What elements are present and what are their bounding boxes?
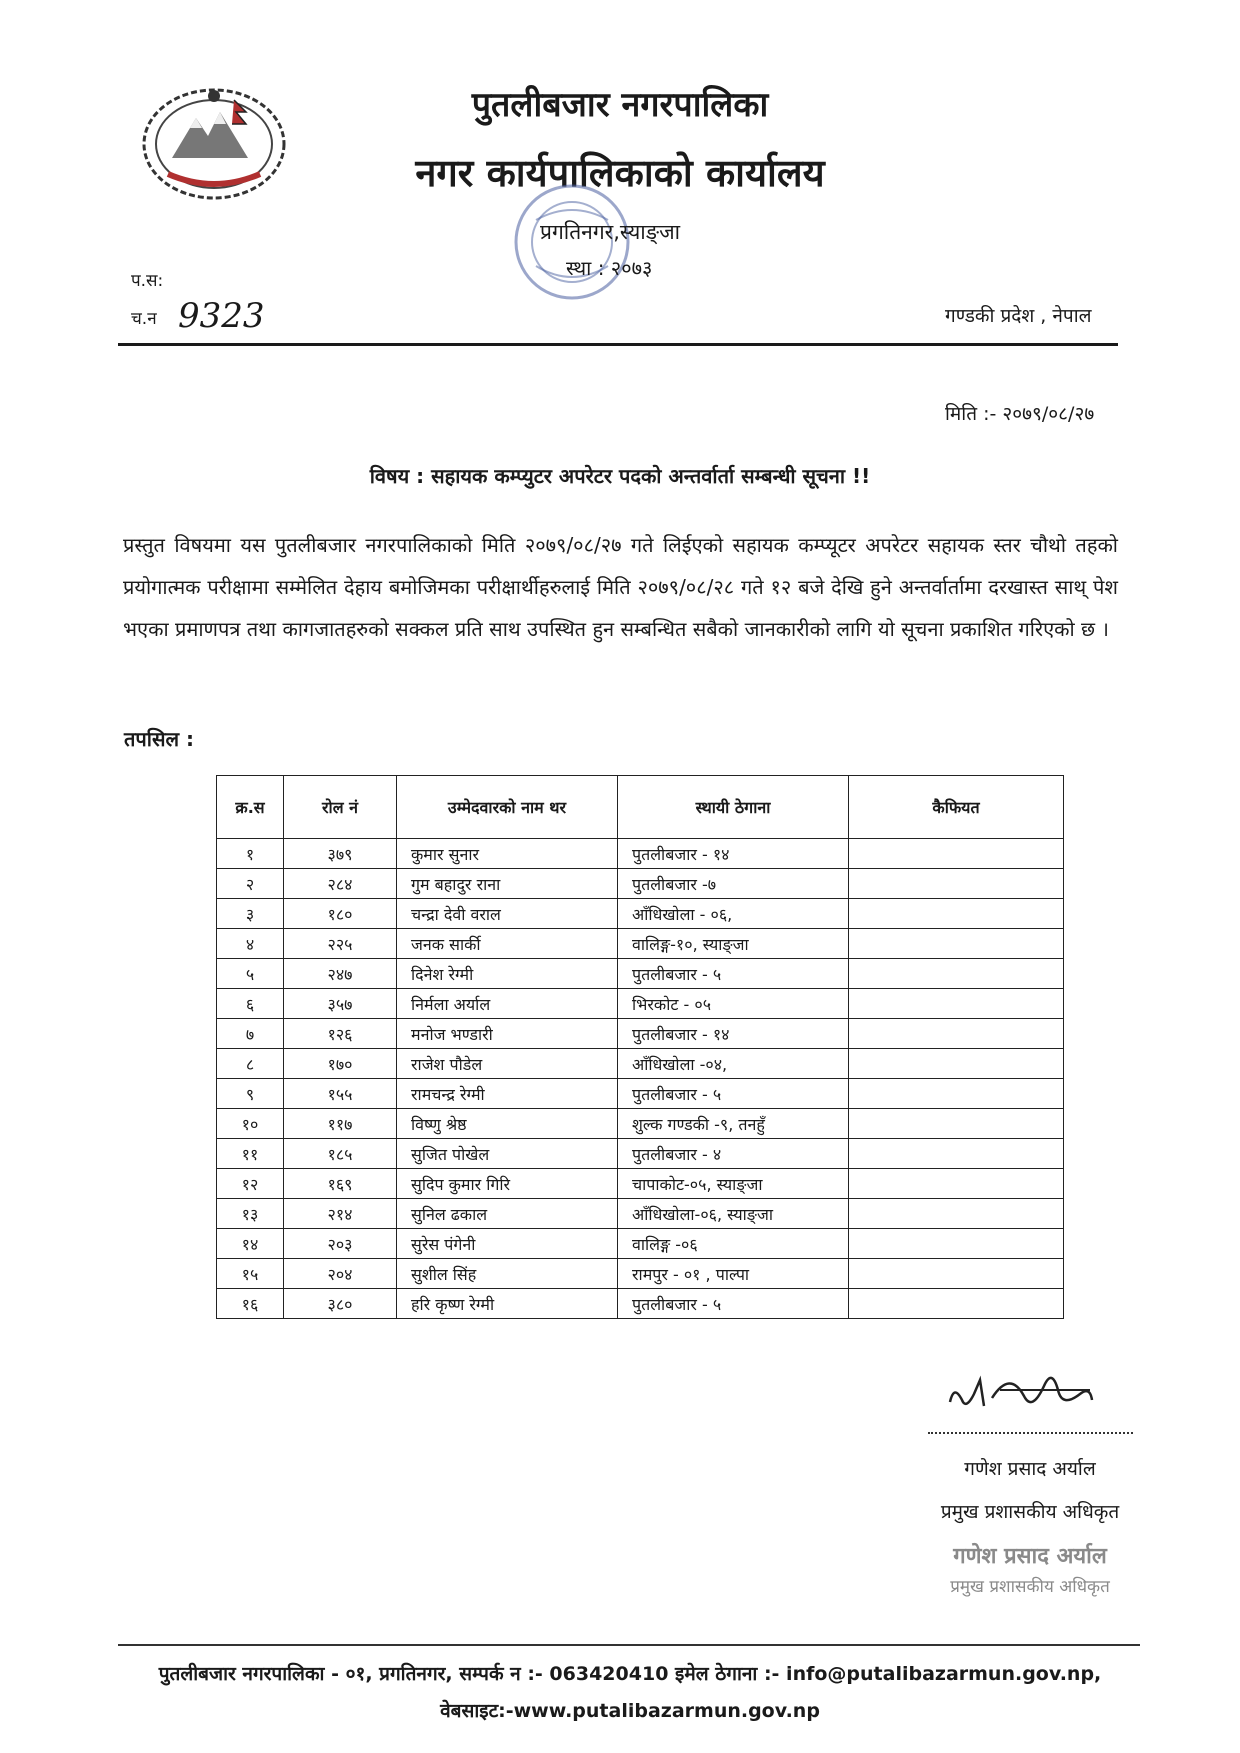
remarks-cell — [849, 959, 1064, 989]
remarks-cell — [849, 1049, 1064, 1079]
table-row — [217, 1229, 1064, 1259]
serial-cell: ६ — [217, 989, 284, 1019]
footer-website: वेबसाइट:-www.putalibazarmun.gov.np — [440, 1700, 820, 1722]
roll-cell: २४७ — [284, 959, 397, 989]
letter-body: प्रस्तुत विषयमा यस पुतलीबजार नगरपालिकाको मिति २०७९/०८/२७ गते लिईएको सहायक कम्प्यूटर अपरेटर सहायक स्तर चौथो तहको प्रयोगात्मक परीक्षामा सम्मेलित देहाय बमोजिमका परीक्षार्थीहरुलाई मिति २०७९/०८/२८ गते १२ बजे देखि हुने अन्तर्वार्तामा दरखास्त साथ् पेश भएका प्रमाणपत्र तथा कागजातहरुको सक्कल प्रति साथ उपस्थित हुन सम्बन्धित सबैको जानकारीको लागि यो सूचना प्रकाशित गरिएको छ । — [123, 533, 1118, 641]
remarks-cell — [849, 869, 1064, 899]
roll-cell: २८४ — [284, 869, 397, 899]
column-header: क्र.स — [217, 776, 284, 839]
roll-cell: ३८० — [284, 1289, 397, 1319]
name-cell: कुमार सुनार — [397, 839, 618, 869]
column-header: स्थायी ठेगाना — [618, 776, 849, 839]
footer-contact: पुतलीबजार नगरपालिका - ०१, प्रगतिनगर, सम्पर्क न :- 063420410 इमेल ठेगाना :- info@putalibazarmun.gov.np, — [158, 1663, 1102, 1685]
address-cell: आँधिखोला-०६, स्याङ्जा — [618, 1199, 849, 1229]
table-row — [217, 1019, 1064, 1049]
address-cell: पुतलीबजार - १४ — [618, 1019, 849, 1049]
roll-cell: १६९ — [284, 1169, 397, 1199]
name-cell: सुजित पोखेल — [397, 1139, 618, 1169]
roll-cell: १८० — [284, 899, 397, 929]
header-divider — [118, 343, 1118, 346]
name-cell: सुदिप कुमार गिरि — [397, 1169, 618, 1199]
address-cell: पुतलीबजार - ५ — [618, 959, 849, 989]
serial-cell: ८ — [217, 1049, 284, 1079]
remarks-cell — [849, 1229, 1064, 1259]
name-cell: रामचन्द्र रेग्मी — [397, 1079, 618, 1109]
table-row — [217, 1139, 1064, 1169]
serial-cell: ३ — [217, 899, 284, 929]
name-cell: हरि कृष्ण रेग्मी — [397, 1289, 618, 1319]
schedule-label: तपसिल : — [124, 727, 194, 751]
stamp-title: प्रमुख प्रशासकीय अधिकृत — [950, 1577, 1110, 1597]
table-row — [217, 899, 1064, 929]
address-cell: आँधिखोला - ०६, — [618, 899, 849, 929]
column-header: रोल नं — [284, 776, 397, 839]
table-row — [217, 959, 1064, 989]
remarks-cell — [849, 839, 1064, 869]
address-cell: पुतलीबजार - ४ — [618, 1139, 849, 1169]
remarks-cell — [849, 1259, 1064, 1289]
office-name: नगर कार्यपालिकाको कार्यालय — [415, 151, 825, 195]
roll-cell: ३७९ — [284, 839, 397, 869]
serial-cell: १० — [217, 1109, 284, 1139]
letter-date: मिति :- २०७९/०८/२७ — [945, 403, 1095, 425]
name-cell: दिनेश रेग्मी — [397, 959, 618, 989]
signer-title: प्रमुख प्रशासकीय अधिकृत — [940, 1501, 1120, 1523]
established-year: स्था : २०७३ — [566, 256, 653, 280]
roll-cell: १८५ — [284, 1139, 397, 1169]
table-row — [217, 1079, 1064, 1109]
roll-cell: १५५ — [284, 1079, 397, 1109]
serial-cell: १६ — [217, 1289, 284, 1319]
address-cell: चापाकोट-०५, स्याङ्जा — [618, 1169, 849, 1199]
roll-cell: २०३ — [284, 1229, 397, 1259]
remarks-cell — [849, 899, 1064, 929]
address-cell: पुतलीबजार - ५ — [618, 1079, 849, 1109]
office-seal-icon — [490, 180, 640, 312]
address-cell: पुतलीबजार -७ — [618, 869, 849, 899]
name-cell: सुरेस पंगेनी — [397, 1229, 618, 1259]
remarks-cell — [849, 989, 1064, 1019]
serial-cell: १४ — [217, 1229, 284, 1259]
name-cell: विष्णु श्रेष्ठ — [397, 1109, 618, 1139]
cn-label: च.न — [131, 309, 157, 329]
name-cell: मनोज भण्डारी — [397, 1019, 618, 1049]
column-header: उम्मेदवारको नाम थर — [397, 776, 618, 839]
stamp-name: गणेश प्रसाद अर्याल — [953, 1544, 1107, 1569]
remarks-cell — [849, 1079, 1064, 1109]
roll-cell: २१४ — [284, 1199, 397, 1229]
roll-cell: १७० — [284, 1049, 397, 1079]
address-cell: पुतलीबजार - ५ — [618, 1289, 849, 1319]
remarks-cell — [849, 1199, 1064, 1229]
roll-cell: २२५ — [284, 929, 397, 959]
signature-icon — [940, 1350, 1100, 1430]
serial-cell: ९ — [217, 1079, 284, 1109]
remarks-cell — [849, 1289, 1064, 1319]
serial-cell: १ — [217, 839, 284, 869]
roll-cell: १२६ — [284, 1019, 397, 1049]
cn-number: 9323 — [178, 296, 265, 336]
serial-cell: २ — [217, 869, 284, 899]
serial-cell: ११ — [217, 1139, 284, 1169]
address-cell: भिरकोट - ०५ — [618, 989, 849, 1019]
address-cell: पुतलीबजार - १४ — [618, 839, 849, 869]
name-cell: सुशील सिंह — [397, 1259, 618, 1289]
name-cell: निर्मला अर्याल — [397, 989, 618, 1019]
table-row — [217, 1049, 1064, 1079]
address-cell: रामपुर - ०१ , पाल्पा — [618, 1259, 849, 1289]
address-cell: वालिङ्ग-१०, स्याङ्जा — [618, 929, 849, 959]
address-cell: वालिङ्ग -०६ — [618, 1229, 849, 1259]
name-cell: सुनिल ढकाल — [397, 1199, 618, 1229]
nepal-emblem-icon — [138, 78, 290, 202]
remarks-cell — [849, 1169, 1064, 1199]
serial-cell: ७ — [217, 1019, 284, 1049]
table-row — [217, 929, 1064, 959]
table-row — [217, 1199, 1064, 1229]
remarks-cell — [849, 1019, 1064, 1049]
serial-cell: १३ — [217, 1199, 284, 1229]
ps-label: प.स: — [131, 271, 164, 291]
table-row — [217, 839, 1064, 869]
footer-divider — [118, 1644, 1140, 1646]
remarks-cell — [849, 1139, 1064, 1169]
roll-cell: ११७ — [284, 1109, 397, 1139]
org-name: पुतलीबजार नगरपालिका — [471, 85, 769, 125]
signer-name: गणेश प्रसाद अर्याल — [964, 1458, 1096, 1480]
serial-cell: १२ — [217, 1169, 284, 1199]
letter-subject: विषय : सहायक कम्प्युटर अपरेटर पदको अन्तर्वार्ता सम्बन्धी सूचना !! — [369, 464, 871, 488]
serial-cell: ५ — [217, 959, 284, 989]
table-row — [217, 1109, 1064, 1139]
table-row — [217, 869, 1064, 899]
table-row — [217, 1169, 1064, 1199]
serial-cell: ४ — [217, 929, 284, 959]
roll-cell: ३५७ — [284, 989, 397, 1019]
remarks-cell — [849, 929, 1064, 959]
column-header: कैफियत — [849, 776, 1064, 839]
table-header-row — [217, 776, 1064, 839]
roll-cell: २०४ — [284, 1259, 397, 1289]
table-row — [217, 1289, 1064, 1319]
signature-line — [928, 1432, 1133, 1434]
candidate-table — [216, 775, 1064, 1319]
province: गण्डकी प्रदेश , नेपाल — [945, 305, 1092, 327]
name-cell: चन्द्रा देवी वराल — [397, 899, 618, 929]
name-cell: राजेश पौडेल — [397, 1049, 618, 1079]
address-cell: आँधिखोला -०४, — [618, 1049, 849, 1079]
office-address: प्रगतिनगर,स्याङ्जा — [540, 220, 681, 244]
name-cell: गुम बहादुर राना — [397, 869, 618, 899]
serial-cell: १५ — [217, 1259, 284, 1289]
table-row — [217, 989, 1064, 1019]
name-cell: जनक सार्की — [397, 929, 618, 959]
table-row — [217, 1259, 1064, 1289]
remarks-cell — [849, 1109, 1064, 1139]
address-cell: शुल्क गण्डकी -९, तनहुँ — [618, 1109, 849, 1139]
